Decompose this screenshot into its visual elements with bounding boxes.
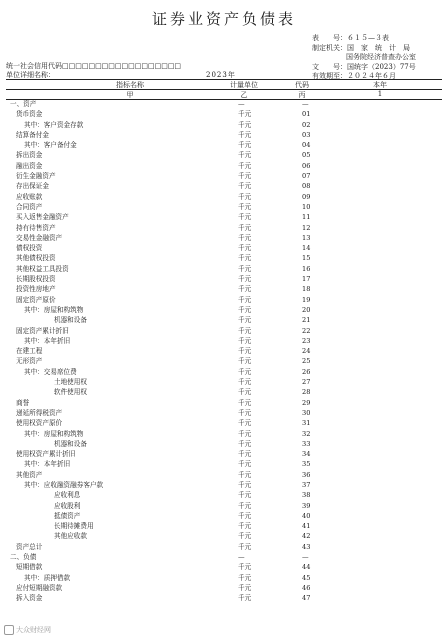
indicator-name: 固定资产原价 [16, 295, 56, 304]
indicator-name: 交易性金融资产 [16, 233, 63, 242]
measure-unit: 千元 [238, 202, 252, 211]
row-code: 37 [302, 480, 311, 489]
subheader-1: 1 [377, 90, 383, 98]
row-code: — [302, 100, 309, 108]
indicator-name: 使用权资产累计折旧 [16, 450, 76, 459]
row-code: 21 [302, 316, 311, 325]
indicator-name: 其中：客户备付金 [24, 141, 77, 150]
measure-unit: 千元 [238, 542, 252, 551]
header-unit: 计量单位 [230, 81, 258, 89]
indicator-name: 持有待售资产 [16, 223, 56, 232]
measure-unit: 千元 [238, 419, 252, 428]
row-code: 29 [302, 398, 311, 407]
form-meta [312, 34, 416, 82]
table-row [6, 223, 442, 233]
table-row [6, 171, 442, 181]
table-row [6, 140, 442, 150]
measure-unit: 千元 [238, 573, 252, 582]
row-code: 32 [302, 429, 311, 438]
table-row [6, 429, 442, 439]
table-row [6, 326, 442, 336]
table-row [6, 243, 442, 253]
indicator-name: 机器和设备 [54, 439, 87, 448]
table-row [6, 253, 442, 263]
measure-unit: 千元 [238, 501, 252, 510]
measure-unit: 千元 [238, 594, 252, 603]
table-row [6, 387, 442, 397]
indicator-name: 应收账款 [16, 192, 43, 201]
row-code: 44 [302, 563, 311, 572]
table-row [6, 109, 442, 119]
table-row [6, 593, 442, 603]
measure-unit: 千元 [238, 347, 252, 356]
indicator-name: 拆入资金 [16, 594, 43, 603]
indicator-name: 存出保证金 [16, 182, 49, 191]
row-code: 15 [302, 254, 311, 263]
row-code: 43 [302, 542, 311, 551]
table-row [6, 274, 442, 284]
row-code: 09 [302, 192, 311, 201]
row-code: 45 [302, 573, 311, 582]
indicator-name: 在建工程 [16, 347, 43, 356]
table-row [6, 336, 442, 346]
row-code: 31 [302, 419, 311, 428]
row-code: 12 [302, 223, 311, 232]
credit-code-field: 统一社会信用代码□□□□□□□□□□□□□□□□□□ [6, 62, 182, 70]
indicator-name: 货币资金 [16, 110, 43, 119]
measure-unit: 千元 [238, 522, 252, 531]
indicator-name: 其中：本年折旧 [24, 460, 71, 469]
valid-until: 有效期至：２０２４年６月 [312, 72, 396, 80]
table-row [6, 439, 442, 449]
measure-unit: 千元 [238, 275, 252, 284]
indicator-name: 一、资产 [10, 100, 37, 108]
row-code: 41 [302, 522, 311, 531]
measure-unit: 千元 [238, 336, 252, 345]
measure-unit: 千元 [238, 470, 252, 479]
watermark [4, 625, 51, 635]
measure-unit: 千元 [238, 244, 252, 253]
measure-unit: 千元 [238, 367, 252, 376]
table-row [6, 233, 442, 243]
indicator-name: 抵债资产 [54, 511, 81, 520]
indicator-name: 其中：质押借款 [24, 573, 71, 582]
indicator-name: 其中：客户资金存款 [24, 120, 84, 129]
row-code: 07 [302, 172, 311, 181]
measure-unit: 千元 [238, 295, 252, 304]
indicator-name: 应收利息 [54, 491, 81, 500]
table-row [6, 583, 442, 593]
table-row [6, 99, 442, 109]
indicator-name: 应收股利 [54, 501, 81, 510]
table-row [6, 398, 442, 408]
row-code: 02 [302, 120, 311, 129]
indicator-name: 机器和设备 [54, 316, 87, 325]
row-code: 05 [302, 151, 311, 160]
table-row [6, 521, 442, 531]
table-row [6, 501, 442, 511]
row-code: 01 [302, 110, 311, 119]
measure-unit: 千元 [238, 511, 252, 520]
row-code: 47 [302, 594, 311, 603]
measure-unit: 千元 [238, 172, 252, 181]
table-row [6, 377, 442, 387]
table-row [6, 490, 442, 500]
row-code: 11 [302, 213, 311, 222]
approving-office: 国务院经济普查办公室 [346, 53, 416, 61]
indicator-name: 其中：房屋和构筑物 [24, 305, 84, 314]
row-code: 33 [302, 439, 311, 448]
table-row [6, 120, 442, 130]
measure-unit: 千元 [238, 130, 252, 139]
measure-unit: 千元 [238, 378, 252, 387]
measure-unit: 千元 [238, 120, 252, 129]
watermark-text: 大众财经网 [16, 626, 51, 634]
measure-unit: 千元 [238, 161, 252, 170]
row-code: 26 [302, 367, 311, 376]
table-row [6, 418, 442, 428]
table-row [6, 130, 442, 140]
indicator-name: 其他应收款 [54, 532, 87, 541]
measure-unit: — [238, 100, 245, 108]
indicator-name: 投资性房地产 [16, 285, 56, 294]
row-code: 38 [302, 491, 311, 500]
indicator-name: 短期借款 [16, 563, 43, 572]
row-code: 03 [302, 130, 311, 139]
measure-unit: 千元 [238, 326, 252, 335]
measure-unit: 千元 [238, 583, 252, 592]
form-number: 表 号：６１５—３表 [312, 34, 389, 42]
row-code: 27 [302, 378, 311, 387]
measure-unit: 千元 [238, 460, 252, 469]
table-row [6, 552, 442, 562]
issuing-agency: 制定机关：国 家 统 计 局 [312, 43, 410, 52]
indicator-name: 无形资产 [16, 357, 43, 366]
table-row [6, 264, 442, 274]
table-row [6, 480, 442, 490]
row-code: 06 [302, 161, 311, 170]
measure-unit: 千元 [238, 480, 252, 489]
table-row [6, 295, 442, 305]
indicator-name: 其他权益工具投资 [16, 264, 69, 273]
table-row [6, 202, 442, 212]
logo-icon [4, 625, 14, 635]
measure-unit: 千元 [238, 357, 252, 366]
row-code: 14 [302, 244, 311, 253]
row-code: 17 [302, 275, 311, 284]
indicator-name: 资产总计 [16, 542, 43, 551]
indicator-name: 土地使用权 [54, 378, 87, 387]
indicator-name: 合同资产 [16, 202, 43, 211]
measure-unit: 千元 [238, 264, 252, 273]
indicator-name: 使用权资产原价 [16, 419, 63, 428]
row-code: 40 [302, 511, 311, 520]
measure-unit: 千元 [238, 233, 252, 242]
table-row [6, 150, 442, 160]
indicator-name: 其他债权投资 [16, 254, 56, 263]
table-row [6, 562, 442, 572]
table-row [6, 284, 442, 294]
subheader-c: 丙 [298, 91, 306, 99]
indicator-name: 其中：房屋和构筑物 [24, 429, 84, 438]
unit-name-field: 单位详细名称： [6, 71, 55, 79]
row-code: 23 [302, 336, 311, 345]
measure-unit: 千元 [238, 213, 252, 222]
indicator-name: 拆出资金 [16, 151, 43, 160]
table-row [6, 315, 442, 325]
row-code: 36 [302, 470, 311, 479]
row-code: 25 [302, 357, 311, 366]
header-indicator-name: 指标名称 [116, 81, 144, 89]
row-code: 04 [302, 141, 311, 150]
row-code: 18 [302, 285, 311, 294]
row-code: — [302, 553, 309, 562]
header-code: 代码 [295, 81, 309, 89]
table-row [6, 367, 442, 377]
measure-unit: 千元 [238, 305, 252, 314]
report-year: 2023年 [206, 71, 236, 79]
table-row [6, 531, 442, 541]
indicator-name: 固定资产累计折旧 [16, 326, 69, 335]
row-code: 20 [302, 305, 311, 314]
indicator-name: 递延所得税资产 [16, 408, 63, 417]
measure-unit: 千元 [238, 223, 252, 232]
row-code: 35 [302, 460, 311, 469]
row-code: 22 [302, 326, 311, 335]
indicator-name: 长期待摊费用 [54, 522, 94, 531]
table-row [6, 192, 442, 202]
indicator-name: 结算备付金 [16, 130, 49, 139]
page-title: 证券业资产负债表 [151, 10, 296, 28]
table-row [6, 305, 442, 315]
row-code: 08 [302, 182, 311, 191]
row-code: 28 [302, 388, 311, 397]
measure-unit: — [238, 553, 245, 562]
indicator-name: 长期股权投资 [16, 275, 56, 284]
row-code: 10 [302, 202, 311, 211]
indicator-name: 其他资产 [16, 470, 43, 479]
indicator-name: 商誉 [16, 398, 30, 407]
measure-unit: 千元 [238, 192, 252, 201]
measure-unit: 千元 [238, 398, 252, 407]
measure-unit: 千元 [238, 439, 252, 448]
measure-unit: 千元 [238, 532, 252, 541]
row-code: 39 [302, 501, 311, 510]
indicator-name: 融出资金 [16, 161, 43, 170]
indicator-name: 债权投资 [16, 244, 43, 253]
table-row [6, 212, 442, 222]
row-code: 19 [302, 295, 311, 304]
row-code: 16 [302, 264, 311, 273]
indicator-name: 软件使用权 [54, 388, 87, 397]
table-row [6, 542, 442, 552]
measure-unit: 千元 [238, 429, 252, 438]
measure-unit: 千元 [238, 141, 252, 150]
measure-unit: 千元 [238, 563, 252, 572]
subheader-b: 乙 [240, 91, 248, 99]
measure-unit: 千元 [238, 408, 252, 417]
subheader-a: 甲 [126, 91, 134, 99]
indicator-name: 其中：应收融资融券客户款 [24, 480, 104, 489]
row-code: 42 [302, 532, 311, 541]
row-code: 13 [302, 233, 311, 242]
table-row [6, 408, 442, 418]
measure-unit: 千元 [238, 110, 252, 119]
measure-unit: 千元 [238, 254, 252, 263]
measure-unit: 千元 [238, 491, 252, 500]
row-code: 46 [302, 583, 311, 592]
measure-unit: 千元 [238, 285, 252, 294]
indicator-name: 其中：交易席位费 [24, 367, 77, 376]
table-row [6, 449, 442, 459]
measure-unit: 千元 [238, 450, 252, 459]
table-row [6, 573, 442, 583]
header-current-year: 本年 [373, 81, 387, 89]
table-row [6, 459, 442, 469]
indicator-name: 买入返售金融资产 [16, 213, 69, 222]
row-code: 34 [302, 450, 311, 459]
table-row [6, 346, 442, 356]
document-number: 文 号：国统字（2023）77号 [312, 62, 416, 71]
table-row [6, 470, 442, 480]
indicator-name: 衍生金融资产 [16, 172, 56, 181]
indicator-name: 二、负债 [10, 553, 37, 562]
row-code: 24 [302, 347, 311, 356]
table-row [6, 356, 442, 366]
measure-unit: 千元 [238, 151, 252, 160]
measure-unit: 千元 [238, 388, 252, 397]
balance-sheet-table [6, 99, 442, 604]
table-row [6, 511, 442, 521]
measure-unit: 千元 [238, 182, 252, 191]
measure-unit: 千元 [238, 316, 252, 325]
table-row [6, 161, 442, 171]
row-code: 30 [302, 408, 311, 417]
indicator-name: 应付短期融资款 [16, 583, 63, 592]
table-row [6, 181, 442, 191]
indicator-name: 其中：本年折旧 [24, 336, 71, 345]
